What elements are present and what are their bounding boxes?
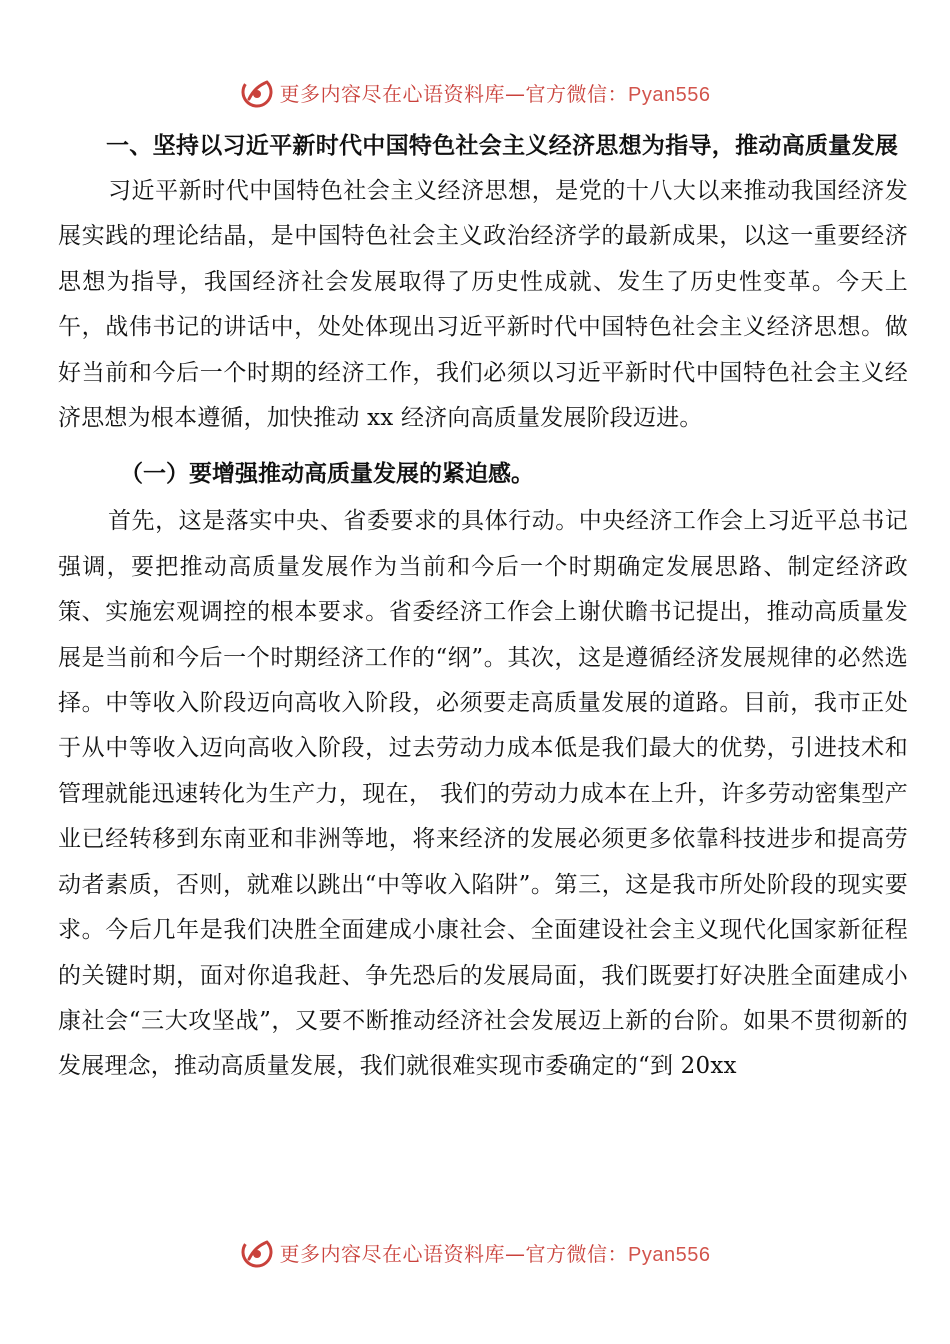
header-watermark [0, 72, 950, 112]
watermark-text: 更多内容尽在心语资料库—官方微信：Pyan556 [279, 1241, 711, 1266]
watermark-text: 更多内容尽在心语资料库—官方微信：Pyan556 [279, 81, 711, 106]
document-body [58, 124, 908, 1090]
watermark-wechat-id: Pyan556 [628, 1243, 711, 1266]
subsection-heading: （一）要增强推动高质量发展的紧迫感。 [120, 461, 534, 488]
watermark-logo-icon [240, 1235, 274, 1269]
watermark-logo-icon [240, 75, 274, 109]
watermark-wechat-id: Pyan556 [628, 83, 711, 106]
paragraph-1: 习近平新时代中国特色社会主义经济思想，是党的十八大以来推动我国经济发展实践的理论结晶，是中国特色社会主义政治经济学的最新成果，以这一重要经济思想为指导，我国经济社会发展取得了历史性成就、发生了历史性变革。今天上午，战伟书记的讲话中，处处体现出习近平新时代中国特色社会主义经济思想。做好当前和今后一个时期的经济工作，我们必须以习近平新时代中国特色社会主义经济思想为根本遵循，加快推动 xx 经济向高质量发展阶段迈进。 [58, 178, 908, 432]
section-heading: 一、坚持以习近平新时代中国特色社会主义经济思想为指导，推动高质量发展 [106, 133, 899, 159]
footer-watermark [0, 1232, 950, 1272]
paragraph-2: 首先，这是落实中央、省委要求的具体行动。中央经济工作会上习近平总书记强调，要把推动高质量发展作为当前和今后一个时期确定发展思路、制定经济政策、实施宏观调控的根本要求。省委经济工作会上谢伏瞻书记提出，推动高质量发展是当前和今后一个时期经济工作的“纲”。其次，这是遵循经济发展规律的必然选择。中等收入阶段迈向高收入阶段，必须要走高质量发展的道路。目前，我市正处于从中等收入迈向高收入阶段，过去劳动力成本低是我们最大的优势，引进技术和管理就能迅速转化为生产力，现在， 我们的劳动力成本在上升，许多劳动密集型产业已经转移到东南亚和非洲等地，将来经济的发展必须更多依靠科技进步和提高劳动者素质，否则，就难以跳出“中等收入陷阱”。第三，这是我市所处阶段的现实要求。今后几年是我们决胜全面建成小康社会、全面建设社会主义现代化国家新征程的关键时期，面对你追我赶、争先恐后的发展局面，我们既要打好决胜全面建成小康社会“三大攻坚战”，又要不断推动经济社会发展迈上新的台阶。如果不贯彻新的发展理念，推动高质量发展，我们就很难实现市委确定的“到 20xx [58, 508, 908, 1080]
